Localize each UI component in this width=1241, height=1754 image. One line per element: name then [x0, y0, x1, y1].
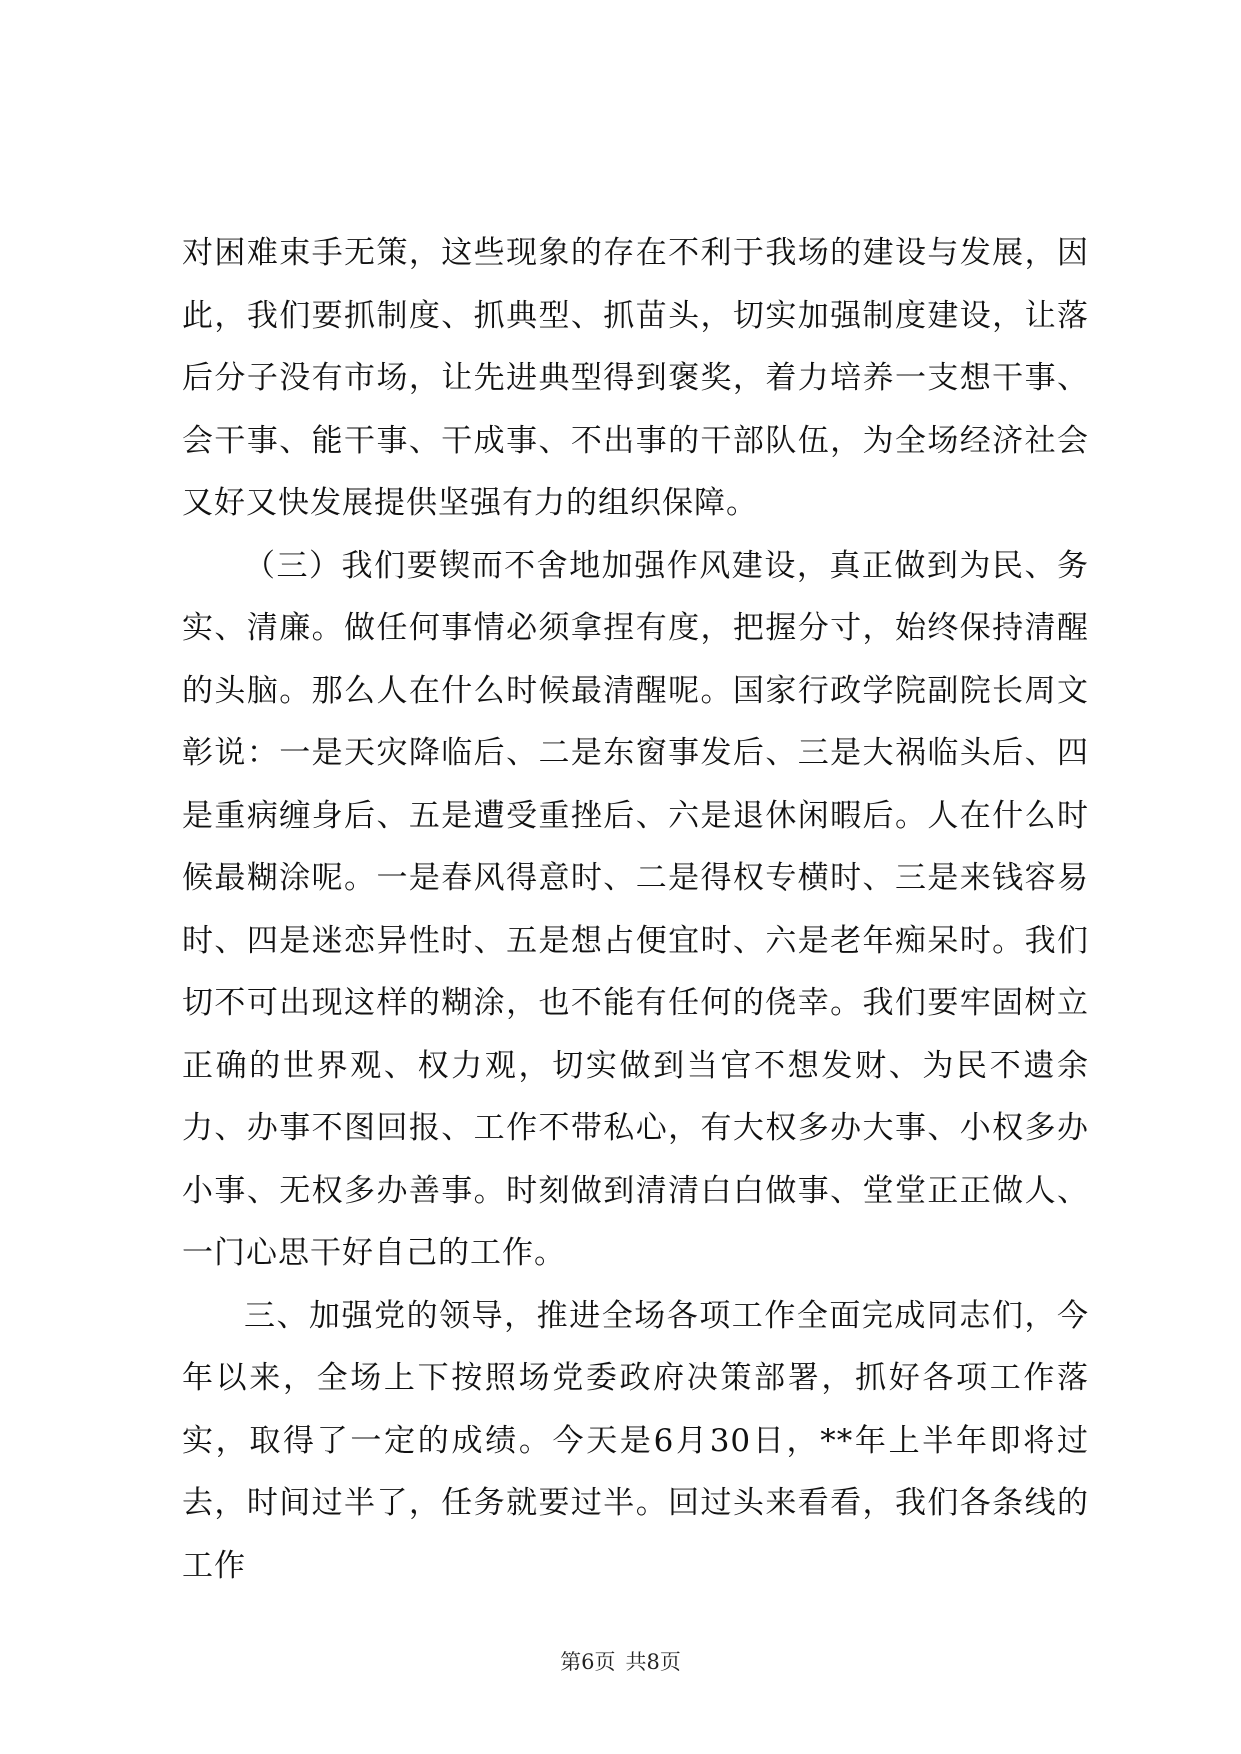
- document-body: [182, 222, 1089, 1597]
- page-footer: [0, 1647, 1241, 1677]
- paragraph-3: 三、加强党的领导，推进全场各项工作全面完成同志们，今年以来，全场上下按照场党委政府决策部署，抓好各项工作落实，取得了一定的成绩。今天是6月30日，**年上半年即将过去，时间过半了，任务就要过半。回过头来看看，我们各条线的工作: [182, 1297, 1089, 1584]
- page-total: 共8页: [625, 1650, 681, 1674]
- paragraph-1: 对困难束手无策，这些现象的存在不利于我场的建设与发展，因此，我们要抓制度、抓典型、抓苗头，切实加强制度建设，让落后分子没有市场，让先进典型得到褒奖，着力培养一支想干事、会干事、能干事、干成事、不出事的干部队伍，为全场经济社会又好又快发展提供坚强有力的组织保障。: [182, 235, 1089, 521]
- paragraph-2: （三）我们要锲而不舍地加强作风建设，真正做到为民、务实、清廉。做任何事情必须拿捏有度，把握分寸，始终保持清醒的头脑。那么人在什么时候最清醒呢。国家行政学院副院长周文彰说：一是天灾降临后、二是东窗事发后、三是大祸临头后、四是重病缠身后、五是遭受重挫后、六是退休闲暇后。人在什么时候最糊涂呢。一是春风得意时、二是得权专横时、三是来钱容易时、四是迷恋异性时、五是想占便宜时、六是老年痴呆时。我们切不可出现这样的糊涂，也不能有任何的侥幸。我们要牢固树立正确的世界观、权力观，切实做到当官不想发财、为民不遗余力、办事不图回报、工作不带私心，有大权多办大事、小权多办小事、无权多办善事。时刻做到清清白白做事、堂堂正正做人、一门心思干好自己的工作。: [182, 547, 1089, 1271]
- page-number: 第6页: [560, 1650, 616, 1674]
